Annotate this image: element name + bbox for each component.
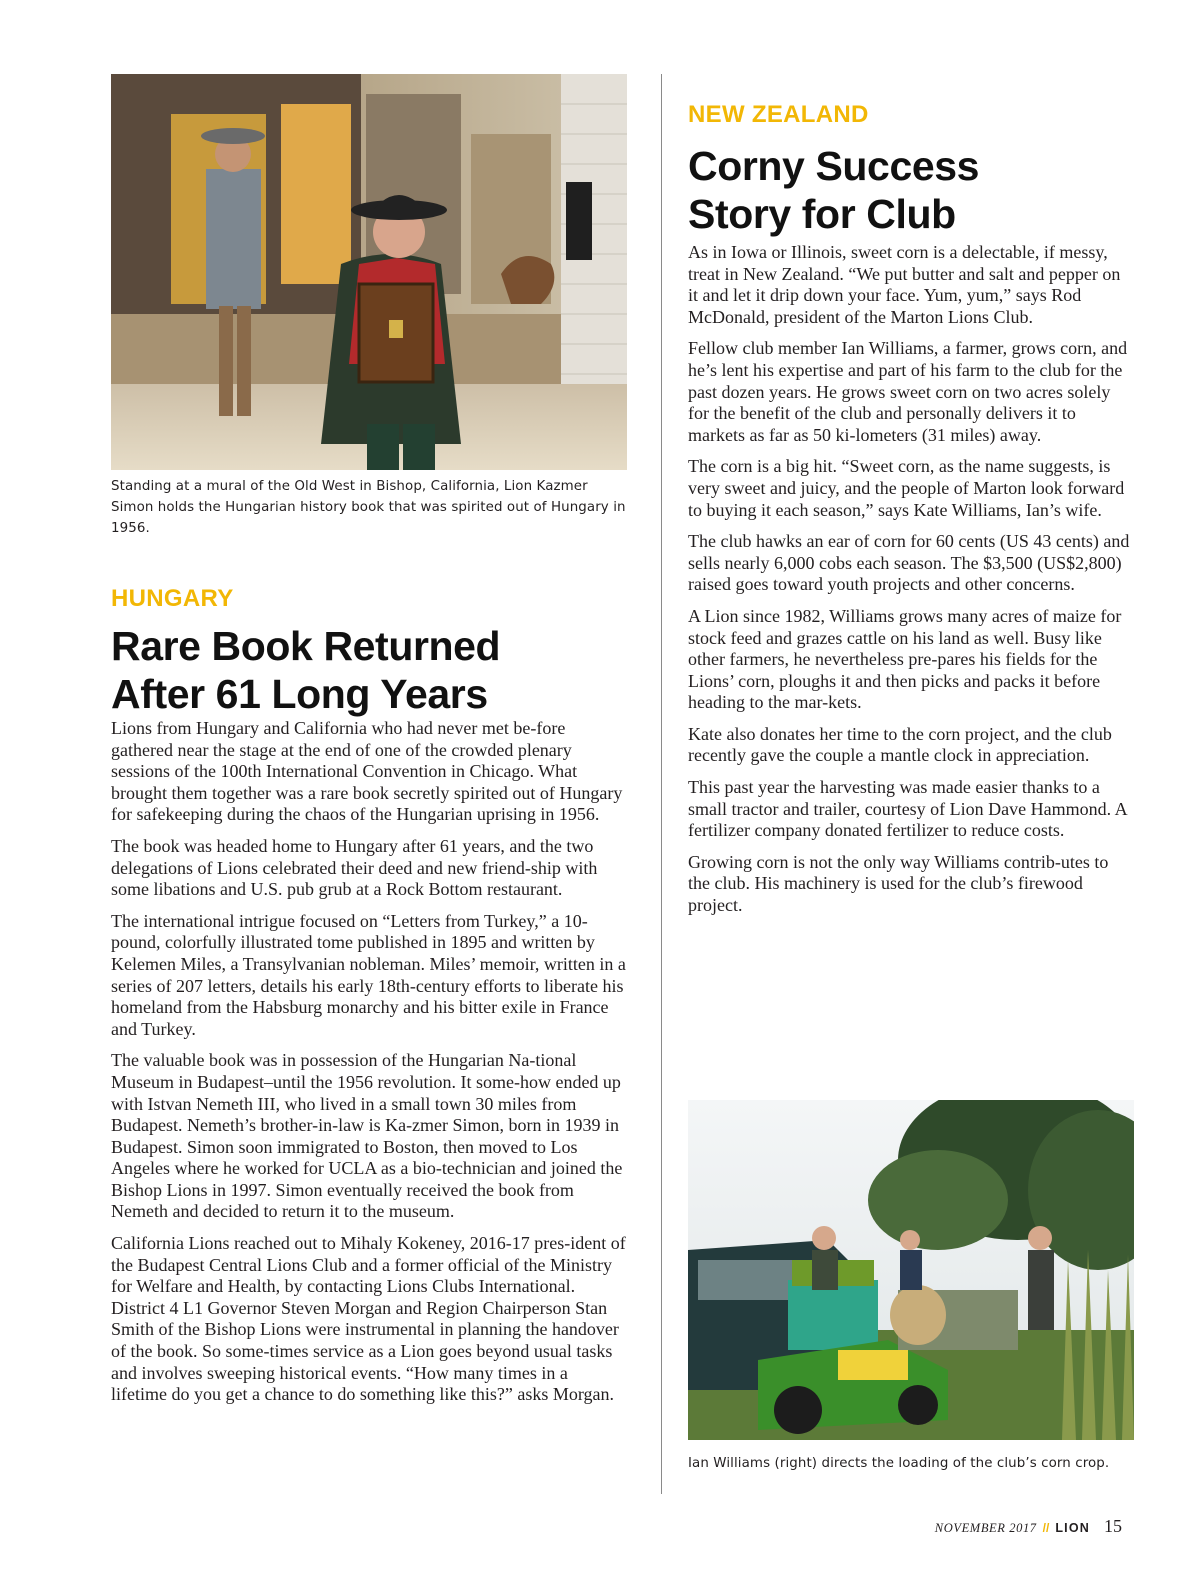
- section-kicker: NEW ZEALAND: [688, 101, 869, 128]
- headline-line-1: Corny Success: [688, 143, 980, 189]
- paragraph: This past year the harvesting was made easier thanks to a small tractor and trailer, courtesy of Lion Dave Hammond. A fertilizer company donated fertilizer to reduce costs.: [688, 777, 1127, 841]
- paragraph: The corn is a big hit. “Sweet corn, as the name suggests, is very sweet and juicy, and the people of Marton look forward to buying it each season,” says Kate Williams, Ian’s wife.: [688, 456, 1125, 520]
- paragraph: Growing corn is not the only way Williams contrib-utes to the club. His machinery is used for the club’s firewood project.: [688, 851, 1109, 916]
- footer-separator: //: [1042, 1521, 1050, 1535]
- paragraph: California Lions reached out to Mihaly Kokeney, 2016-17 pres-ident of the Budapest Central Lions Club and a former official of the Ministry for Welfare and Health, by contacting Lions Clubs International. District 4 L1 Governor Steven Morgan and Region Chairperson Stan Smith of the Bishop Lions were instrumental in planning the handover of the book. So some-times service as a Lion goes beyond usual tasks and involves sweeping historical events. “How many times in a lifetime do you get a chance to do something like this?” asks Morgan.: [111, 1233, 626, 1405]
- paragraph: The book was headed home to Hungary after 61 years, and the two delegations of Lions celebrated their deed and new friend-ship with some libations and U.S. pub grub at a Rock Bottom restaurant.: [111, 835, 598, 900]
- issue-date: NOVEMBER 2017: [934, 1521, 1037, 1535]
- paragraph: A Lion since 1982, Williams grows many acres of maize for stock feed and grazes cattle on his land as well. Busy like other farmers, he nevertheless pre-pares his fields for the Lions’ corn, ploughs it and then picks and packs it before heading to the mar-kets.: [688, 605, 1122, 713]
- photo-caption: Ian Williams (right) directs the loading of the club’s corn crop.: [688, 1456, 1110, 1471]
- paragraph: The international intrigue focused on “Letters from Turkey,” a 10-pound, colorfully illustrated tome published in 1895 and written by Kelemen Miles, a Transylvanian nobleman. Miles’ memoir, written in a series of 207 letters, details his early 18th-century efforts to liberate his homeland from the Habsburg monarchy and his bitter exile in France and Turkey.: [111, 910, 626, 1039]
- photo-caption: Standing at a mural of the Old West in Bishop, California, Lion Kazmer Simon holds the Hungarian history book that was spirited out of Hungary in 1956.: [111, 479, 626, 536]
- article-body: [688, 242, 1134, 917]
- article-body: [111, 718, 627, 1406]
- article-headline: [111, 622, 627, 718]
- column-divider: [661, 74, 662, 1494]
- mural-photo: [111, 74, 627, 470]
- paragraph: Kate also donates her time to the corn project, and the club recently gave the couple a mantle clock in appreciation.: [688, 723, 1112, 766]
- headline-line-2: After 61 Long Years: [111, 671, 488, 717]
- corn-harvest-photo: [688, 1100, 1134, 1440]
- page-number: 15: [1104, 1516, 1122, 1536]
- paragraph: Lions from Hungary and California who had never met be-fore gathered near the stage at the end of one of the crowded plenary sessions of the 100th International Convention in Chicago. What brought them together was a rare book secretly spirited out of Hungary for safekeeping during the chaos of the Hungarian uprising in 1956.: [111, 718, 623, 825]
- magazine-name: LION: [1055, 1521, 1090, 1535]
- hungary-article: [111, 74, 627, 1416]
- paragraph: Fellow club member Ian Williams, a farmer, grows corn, and he’s lent his expertise and part of his farm to the club for the past dozen years. He grows sweet corn on two acres solely for the benefit of the club and personally delivers it to markets as far as 50 ki-lometers (31 miles) away.: [688, 338, 1128, 445]
- article-headline: [688, 142, 1134, 238]
- headline-line-2: Story for Club: [688, 191, 956, 237]
- paragraph: The club hawks an ear of corn for 60 cents (US 43 cents) and sells nearly 6,000 cobs each season. The $3,500 (US$2,800) raised goes toward youth projects and other concerns.: [688, 531, 1130, 595]
- headline-line-1: Rare Book Returned: [111, 623, 501, 669]
- new-zealand-article: [688, 100, 1134, 927]
- section-kicker: HUNGARY: [111, 585, 234, 612]
- paragraph: As in Iowa or Illinois, sweet corn is a delectable, if messy, treat in New Zealand. “We put butter and salt and pepper on it and let it drip down your face. Yum, yum,” says Rod McDonald, president of the Marton Lions Club.: [688, 242, 1121, 327]
- paragraph: The valuable book was in possession of the Hungarian Na-tional Museum in Budapest–until the 1956 revolution. It some-how ended up with Istvan Nemeth III, who lived in a small town 30 miles from Budapest. Nemeth’s brother-in-law is Ka-zmer Simon, born in 1939 in Budapest. Simon soon immigrated to Boston, then moved to Los Angeles where he worked for UCLA as a bio-technician and joined the Bishop Lions in 1997. Simon eventually received the book from Nemeth and decided to return it to the museum.: [111, 1050, 623, 1222]
- page-footer: [935, 1516, 1122, 1537]
